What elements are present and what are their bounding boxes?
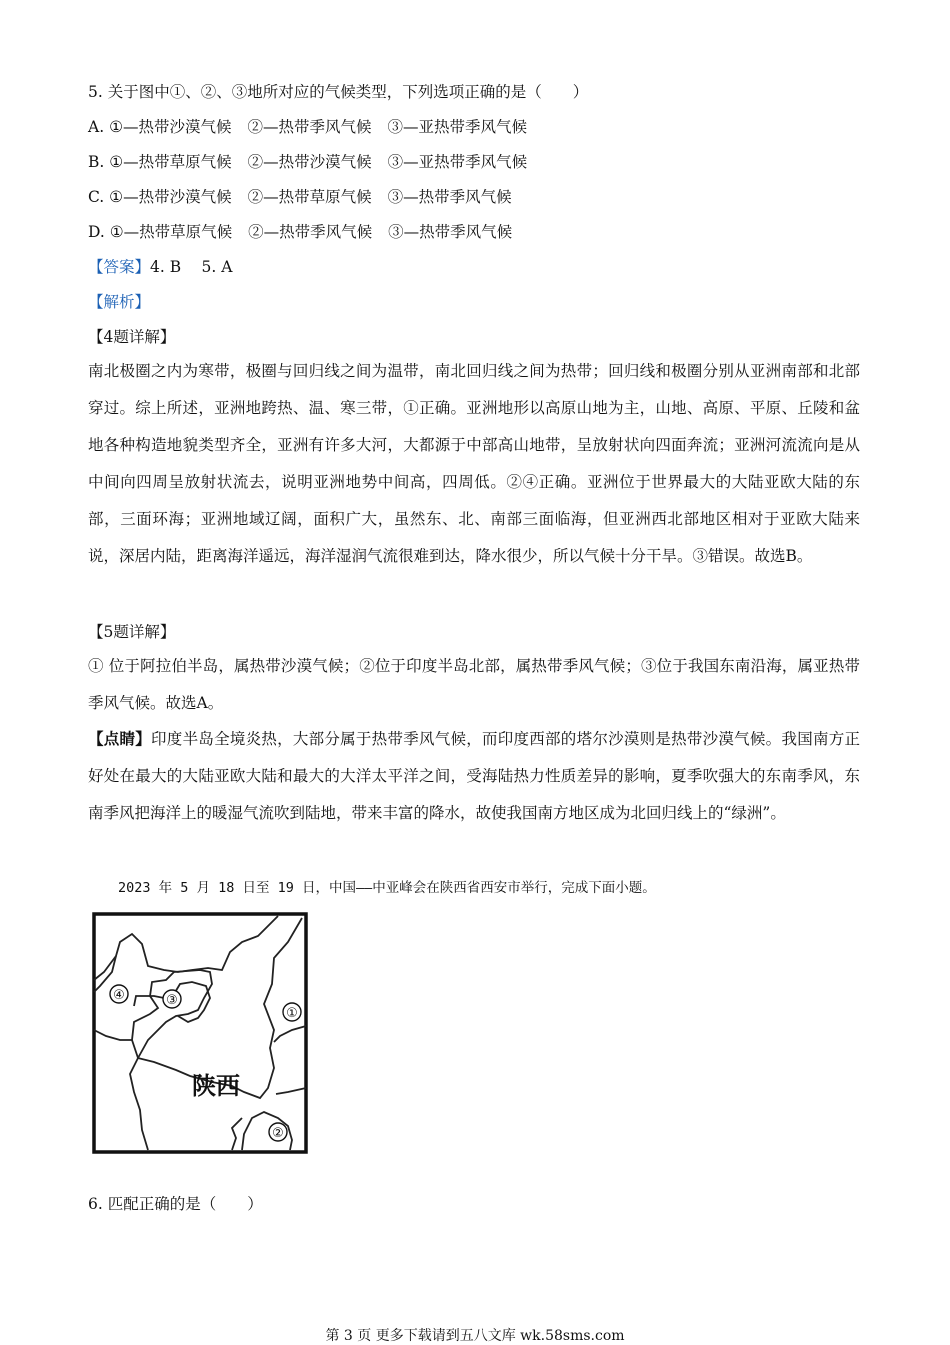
option-d (88, 222, 512, 242)
page-footer: 第 3 页 更多下载请到五八文库 wk.58sms.com (325, 1328, 625, 1344)
marker-1: ① (286, 1006, 298, 1021)
option-part: ①—热带草原气候 (109, 223, 233, 241)
marker-4: ④ (113, 988, 125, 1003)
option-part: ③—热带季风气候 (388, 223, 513, 241)
option-b (88, 152, 527, 172)
intro-text: 2023 年 5 月 18 日至 19 日，中国——中亚峰会在陕西省西安市举行，完成下面小题。 (118, 880, 656, 896)
option-label: D. (88, 223, 110, 241)
tip-text: 印度半岛全境炎热，大部分属于热带季风气候，而印度西部的塔尔沙漠则是热带沙漠气候。我国南方正好处在最大的大陆亚欧大陆和最大的大洋太平洋之间，受海陆热力性质差异的影响，夏季吹强大的东南季风，东南季风把海洋上的暖湿气流吹到陆地，带来丰富的降水，故使我国南方地区成为北回归线上的“绿洲”。 (88, 730, 860, 822)
option-label: B. (88, 153, 110, 171)
question-5-stem: 5. 关于图中①、②、③地所对应的气候类型，下列选项正确的是（ ） (88, 83, 589, 101)
option-part: ②—热带季风气候 (248, 223, 373, 241)
option-part: ①—热带沙漠气候 (109, 188, 232, 206)
option-part: ③—热带季风气候 (387, 188, 512, 206)
answer-text: 4. B 5. A (150, 258, 233, 276)
option-part: ①—热带沙漠气候 (109, 118, 232, 136)
q4-detail-heading: 【4题详解】 (88, 328, 176, 346)
tip-tag: 【点睛】 (88, 729, 152, 748)
option-part: ①—热带草原气候 (109, 153, 232, 171)
option-part: ③—亚热带季风气候 (387, 118, 527, 136)
option-part: ③—亚热带季风气候 (387, 153, 528, 171)
map-region-label: 陕西 (192, 1071, 240, 1100)
option-label: A. (88, 118, 110, 136)
q4-detail-text: 南北极圈之内为寒带，极圈与回归线之间为温带，南北回归线之间为热带；回归线和极圈分别从亚洲南部和北部穿过。综上所述，亚洲地跨热、温、寒三带，①正确。亚洲地形以高原山地为主，山地、高原、平原、丘陵和盆地各种构造地貌类型齐全，亚洲有许多大河，大都源于中部高山地带，呈放射状向四面奔流；亚洲河流流向是从中间向四周呈放射状流去，说明亚洲地势中间高，四周低。②④正确。亚洲位于世界最大的大陆亚欧大陆的东部，三面环海；亚洲地域辽阔，面积广大，虽然东、北、南部三面临海，但亚洲西北部地区相对于亚欧大陆来说，深居内陆，距离海洋遥远，海洋湿润气流很难到达，降水很少，所以气候十分干旱。③错误。故选B。 (88, 362, 860, 565)
option-c (88, 187, 512, 207)
question-6-stem: 6. 匹配正确的是（ ） (88, 1195, 263, 1213)
answer-tag: 【答案】 (88, 258, 151, 276)
marker-3: ③ (166, 993, 178, 1008)
q5-detail-heading: 【5题详解】 (88, 623, 176, 641)
option-part: ②—热带季风气候 (247, 118, 372, 136)
option-a (88, 117, 527, 137)
option-label: C. (88, 188, 110, 206)
shaanxi-map (92, 912, 308, 1154)
tip-paragraph (88, 720, 860, 832)
option-part: ②—热带草原气候 (247, 188, 372, 206)
marker-2: ② (272, 1126, 284, 1141)
option-part: ②—热带沙漠气候 (247, 153, 372, 171)
q5-detail-text: ① 位于阿拉伯半岛，属热带沙漠气候；②位于印度半岛北部，属热带季风气候；③位于我国东南沿海，属亚热带季风气候。故选A。 (88, 657, 860, 712)
analysis-tag: 【解析】 (88, 293, 151, 311)
answer-line (88, 257, 232, 277)
